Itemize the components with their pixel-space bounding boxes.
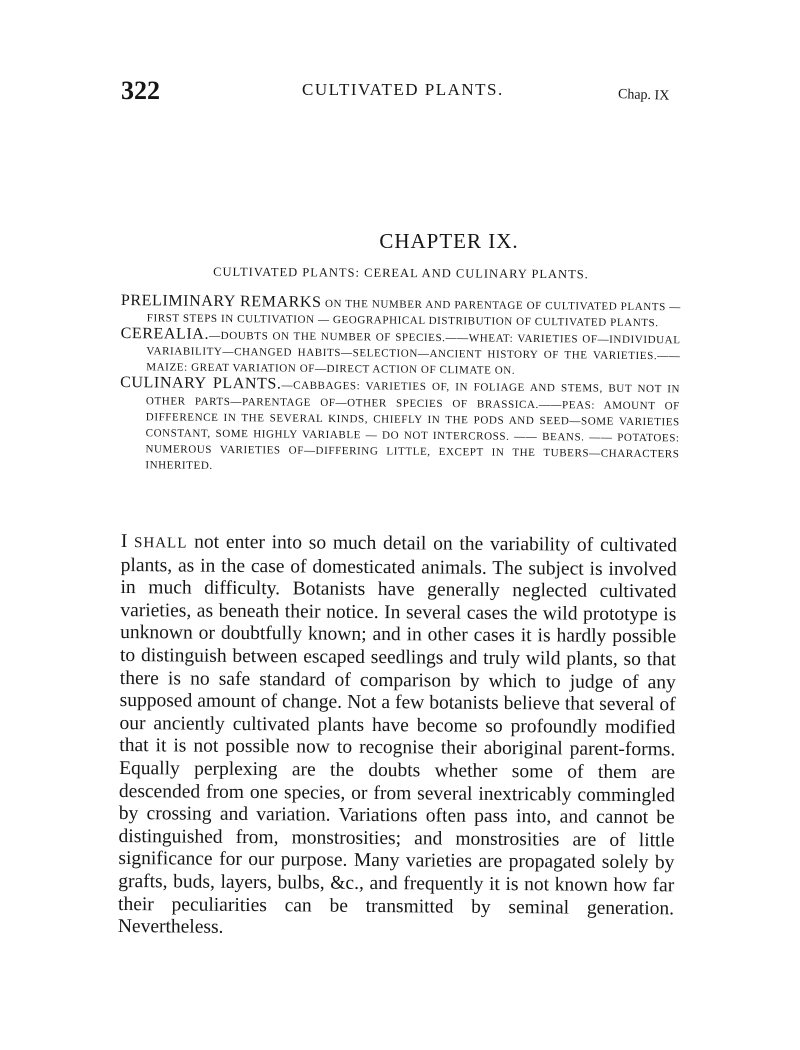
chapter-heading	[0, 229, 800, 254]
chapter-subtitle: CULTIVATED PLANTS: CEREAL AND CULINARY PLANTS.	[213, 264, 589, 282]
synopsis-lead: PRELIMINARY REMARKS	[120, 292, 322, 311]
chapter-synopsis	[119, 293, 681, 478]
synopsis-lead: CEREALIA.	[120, 325, 210, 344]
paragraph-text: not enter into so much detail on the variability of cultivated plants, as in the case of domesticated animals. The subject is involved in much difficulty. Botanists have generally neglected cultivated varieties, as beneath their notice. In several cases the wild prototype is unknown or doubtfully known; and in other cases it is hardly possible to distinguish between escaped seedlings and truly wild plants, so that there is no safe standard of comparison by which to judge of any supposed amount of change. Not a few botanists believe that several of our anciently cultivated plants have become so profoundly modified that it is not possible now to recognise their aboriginal parent-forms. Equally perplexing are the doubts whether some of them are descended from one species, or from several inextricably commingled by crossing and variation. Variations often pass into, and cannot be distinguished from, monstrosities; and monstrosities are of little significance for our purpose. Many varieties are propagated solely by grafts, buds, layers, bulbs, &c., and frequently it is not known how far their peculiarities can be transmitted by seminal generation. Nevertheless.	[117, 531, 677, 938]
synopsis-lead: CULINARY PLANTS.	[120, 374, 282, 394]
body-text	[118, 531, 677, 943]
synopsis-text: —DOUBTS ON THE NUMBER OF SPECIES.——WHEAT: VARIETIES OF—INDIVIDUAL VARIABILITY—CHANGED HABITS—SELECTION—ANCIENT HISTORY OF THE VARIETIES.——MAIZE: GREAT VARIATION OF—DIRECT ACTION OF CLIMATE ON.	[146, 330, 681, 378]
chapter-number: CHAPTER IX.	[379, 229, 519, 253]
synopsis-text: ON THE NUMBER AND PARENTAGE OF CULTIVATED PLANTS — FIRST STEPS IN CULTIVATION — GEOGRAPHICAL DISTRIBUTION OF CULTIVATED PLANTS.	[146, 297, 681, 330]
body-paragraph	[118, 531, 677, 943]
running-title: CULTIVATED PLANTS.	[302, 80, 504, 99]
chapter-reference: Chap. IX	[617, 87, 670, 104]
synopsis-entry-culinary	[119, 375, 680, 478]
synopsis-entry-cerealia	[120, 326, 680, 381]
page-number: 322	[121, 76, 160, 105]
opening-smallcaps: SHALL	[127, 535, 188, 552]
synopsis-text: —CABBAGES: VARIETIES OF, IN FOLIAGE AND STEMS, BUT NOT IN OTHER PARTS—PARENTAGE OF—OTHER SPECIES OF BRASSICA.——PEAS: AMOUNT OF DIFFERENCE IN THE SEVERAL KINDS, CHIEFLY IN THE PODS AND SEED—SOME VARIETIES CONSTANT, SOME HIGHLY VARIABLE — DO NOT INTERCROSS. —— BEANS. —— POTATOES: NUMEROUS VARIETIES OF—DIFFERING LITTLE, EXCEPT IN THE TUBERS—CHARACTERS INHERITED.	[145, 380, 681, 472]
running-head	[0, 76, 800, 116]
opening-letter: I	[120, 531, 128, 553]
